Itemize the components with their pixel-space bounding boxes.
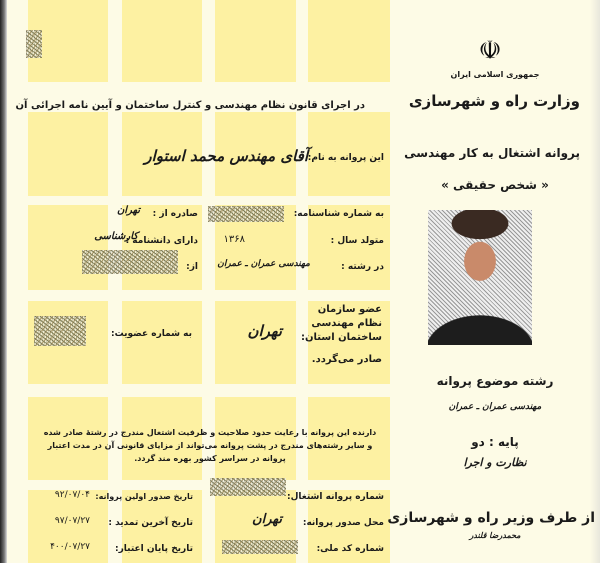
holder-label: این پروانه به نام: (307, 153, 384, 163)
redacted-stamp (26, 30, 42, 58)
license-no-label: شماره پروانه اشتغال: (287, 492, 384, 502)
scope: نظارت و اجرا (463, 456, 527, 469)
iran-emblem-icon: ☫ (478, 36, 502, 66)
signer-title: از طرف وزیر راه و شهرسازی (387, 510, 595, 526)
national-id-label: شماره کد ملی: (316, 544, 384, 554)
first-issue-label: تاریخ صدور اولین پروانه: (95, 492, 193, 501)
birth-label: متولد سال : (330, 236, 384, 246)
degree: کارشناسی (94, 231, 138, 242)
grade: پایه : دو (471, 435, 519, 449)
expiry-label: تاریخ پایان اعتبار: (114, 544, 193, 554)
last-renewal-label: تاریخ آخرین تمدید : (108, 518, 193, 528)
field-label: در رشته : (341, 262, 384, 272)
place-label: محل صدور پروانه: (302, 518, 384, 528)
redacted-membership (34, 316, 86, 346)
scan-shadow (590, 0, 600, 563)
holder-photo (428, 210, 532, 345)
holder-name: آقای مهندس محمد استوار (144, 147, 308, 165)
document-title: پروانه اشتغال به کار مهندسی (404, 146, 580, 160)
paragraph-line-2: و سایر رشته‌های مندرج در پشت پروانه می‌تواند از مزایای قانونی آن در مدت اعتبار (47, 441, 373, 450)
intro-text: در اجرای قانون نظام مهندسی و کنترل ساختمان و آیین نامه اجرائی آن (15, 100, 365, 111)
expiry-date: ۴۰۰/۰۷/۲۷ (50, 542, 90, 552)
field-value: مهندسی عمران ـ عمران (217, 259, 310, 269)
scan-edge (0, 0, 7, 563)
issued-text: صادر می‌گردد. (311, 354, 382, 365)
ministry-title: وزارت راه و شهرسازی (408, 92, 580, 110)
membership-label-3: ساختمان استان: (301, 332, 382, 343)
membership-label-1: عضو سازمان (317, 304, 382, 315)
paragraph-line-1: دارنده این پروانه با رعایت حدود صلاحیت و ظرفیت اشتغال مندرج در رشتهٔ صادر شده (43, 428, 377, 437)
paragraph-line-3: پروانه در سراسر کشور بهره مند گردد. (134, 454, 286, 463)
first-issue-date: ۹۲/۰۷/۰۴ (54, 490, 90, 500)
subject-label: رشته موضوع پروانه (436, 374, 554, 388)
redacted-license-no (210, 478, 286, 496)
place: تهران (252, 512, 282, 527)
membership-label-2: نظام مهندسی (311, 318, 382, 329)
redacted-university (82, 250, 178, 274)
id-label: به شماره شناسنامه: (293, 209, 384, 219)
province: تهران (247, 322, 282, 340)
from-label: از: (186, 262, 198, 272)
redacted-national-id (222, 540, 298, 554)
last-renewal-date: ۹۷/۰۷/۲۷ (54, 516, 90, 526)
birth-year: ۱۳۶۸ (223, 234, 245, 245)
membership-number-label: به شماره عضویت: (110, 329, 192, 339)
issued-from: تهران (116, 205, 140, 216)
signer-name: محمدرضا قلندر (469, 530, 521, 540)
country-name: جمهوری اسلامی ایران (450, 70, 540, 79)
subject-value: مهندسی عمران ـ عمران (448, 402, 542, 412)
degree-label: دارای دانشنامه : (125, 236, 198, 246)
issued-from-label: صادره از : (152, 209, 198, 219)
person-type: « شخص حقیقی » (441, 178, 549, 192)
redacted-id (208, 206, 284, 222)
